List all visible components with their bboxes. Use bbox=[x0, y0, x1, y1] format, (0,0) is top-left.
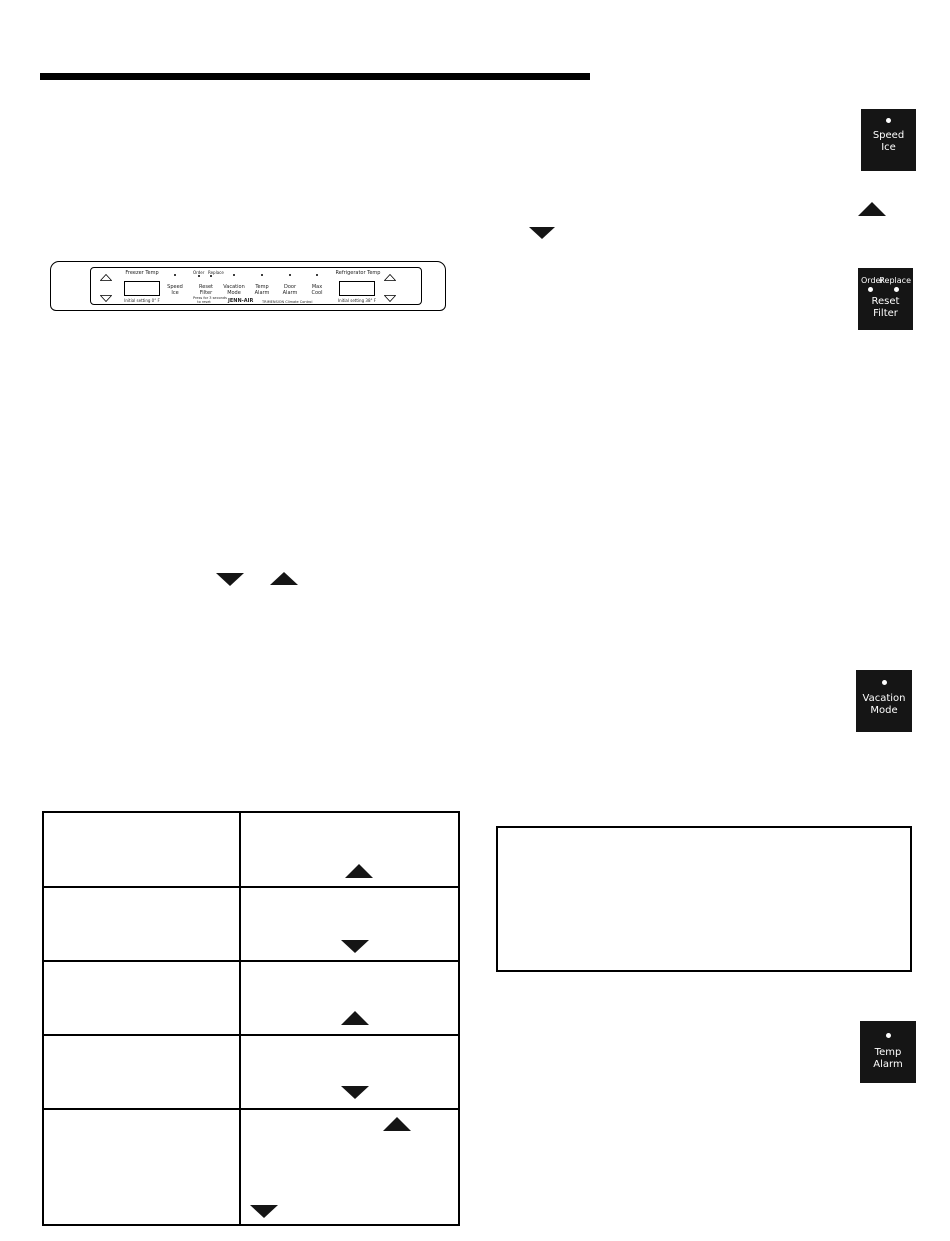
vacation-mode-label-line1: Vacation bbox=[862, 693, 906, 704]
refrigerator-down-icon[interactable] bbox=[384, 295, 396, 302]
reset-filter-label-line2: Filter bbox=[873, 308, 898, 319]
control-panel-illustration bbox=[50, 261, 446, 311]
freezer-down-icon[interactable] bbox=[100, 295, 112, 302]
refrigerator-temp-label: Refrigerator Temp bbox=[335, 270, 381, 276]
temp-alarm-button[interactable] bbox=[860, 1021, 916, 1083]
hold-note: Press for 3 seconds to reset bbox=[193, 296, 227, 304]
table-row bbox=[43, 887, 459, 961]
up-triangle-icon bbox=[341, 1011, 369, 1025]
note-box bbox=[496, 826, 912, 972]
panel-key-vacation-mode[interactable]: Vacation Mode bbox=[223, 284, 245, 296]
model-name: TRIMENSION Climate Control bbox=[262, 300, 313, 304]
panel-key-temp-alarm[interactable]: Temp Alarm bbox=[254, 284, 270, 296]
vacation-light-icon bbox=[233, 274, 235, 276]
speed-ice-label-line1: Speed bbox=[872, 130, 905, 141]
down-triangle-icon bbox=[529, 227, 555, 239]
down-triangle-icon bbox=[216, 573, 244, 586]
down-triangle-icon bbox=[341, 1086, 369, 1099]
down-triangle-icon bbox=[341, 940, 369, 953]
table-cell bbox=[240, 1109, 459, 1225]
table-row bbox=[43, 812, 459, 887]
up-triangle-icon bbox=[383, 1117, 411, 1131]
indicator-light-icon bbox=[886, 1033, 891, 1038]
replace-light-icon bbox=[894, 287, 899, 292]
temperature-adjustment-table bbox=[42, 811, 460, 1226]
up-triangle-icon bbox=[270, 572, 298, 585]
table-cell bbox=[43, 1109, 240, 1225]
panel-key-door-alarm[interactable]: Door Alarm bbox=[282, 284, 298, 296]
table-cell bbox=[43, 812, 240, 887]
reset-filter-label-line1: Reset bbox=[871, 296, 900, 307]
freezer-temp-label: Freezer Temp bbox=[125, 270, 159, 276]
down-triangle-icon bbox=[250, 1205, 278, 1218]
replace-light-small-icon bbox=[210, 275, 212, 277]
freezer-temp-display bbox=[124, 281, 160, 296]
panel-key-speed-ice[interactable]: Speed Ice bbox=[167, 284, 183, 296]
refrigerator-initial-setting: Initial setting 38° F bbox=[337, 298, 377, 303]
brand-logo: JENN-AIR bbox=[228, 298, 254, 304]
max-cool-light-icon bbox=[316, 274, 318, 276]
vacation-mode-label-line2: Mode bbox=[870, 705, 898, 716]
table-cell bbox=[240, 887, 459, 961]
table-cell bbox=[43, 1035, 240, 1109]
replace-indicator-label: Replace bbox=[879, 276, 911, 285]
order-light-icon bbox=[868, 287, 873, 292]
table-cell bbox=[43, 887, 240, 961]
temp-alarm-light-icon bbox=[261, 274, 263, 276]
vacation-mode-button[interactable] bbox=[856, 670, 912, 732]
refrigerator-temp-display bbox=[339, 281, 375, 296]
indicator-light-icon bbox=[886, 118, 891, 123]
table-cell bbox=[43, 961, 240, 1035]
panel-key-reset-filter[interactable]: Reset Filter bbox=[199, 284, 213, 296]
table-cell bbox=[240, 1035, 459, 1109]
panel-order-label: Order bbox=[193, 270, 205, 275]
up-triangle-icon bbox=[345, 864, 373, 878]
reset-filter-button[interactable] bbox=[858, 268, 913, 330]
table-row bbox=[43, 1035, 459, 1109]
table-cell bbox=[240, 812, 459, 887]
temp-alarm-label-line1: Temp bbox=[874, 1047, 902, 1058]
temp-alarm-label-line2: Alarm bbox=[873, 1059, 903, 1070]
speed-ice-label-line2: Ice bbox=[881, 142, 896, 153]
order-indicator-label: Order bbox=[861, 276, 884, 285]
panel-replace-label: Replace bbox=[208, 270, 224, 275]
speed-ice-button[interactable] bbox=[861, 109, 916, 171]
panel-key-max-cool[interactable]: Max Cool bbox=[311, 284, 323, 296]
indicator-light-icon bbox=[882, 680, 887, 685]
order-light-small-icon bbox=[198, 275, 200, 277]
table-cell bbox=[240, 961, 459, 1035]
table-row bbox=[43, 961, 459, 1035]
refrigerator-up-icon[interactable] bbox=[384, 274, 396, 281]
freezer-initial-setting: Initial setting 0° F bbox=[124, 298, 160, 303]
freezer-up-icon[interactable] bbox=[100, 274, 112, 281]
door-alarm-light-icon bbox=[289, 274, 291, 276]
table-row bbox=[43, 1109, 459, 1225]
section-heading-rule bbox=[40, 73, 590, 80]
up-triangle-icon bbox=[858, 202, 886, 216]
speed-ice-light-icon bbox=[174, 274, 176, 276]
